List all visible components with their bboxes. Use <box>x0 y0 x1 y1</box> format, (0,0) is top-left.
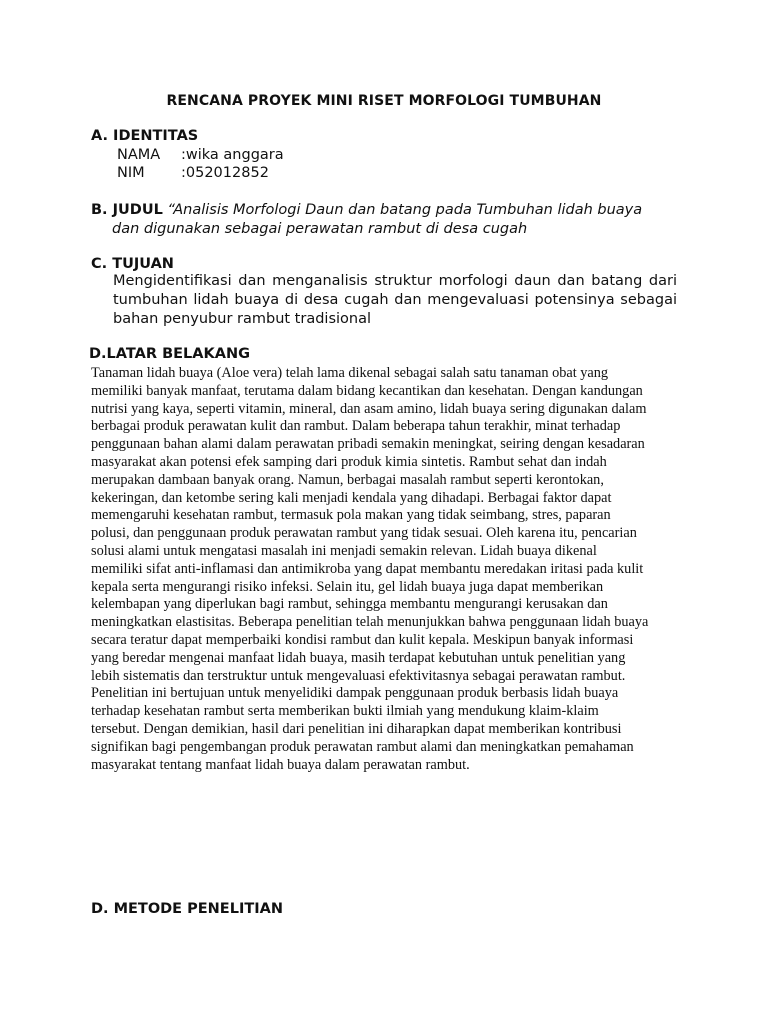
judul-label: B. JUDUL <box>91 202 163 218</box>
paragraph-line: masyarakat tentang manfaat lidah buaya dalam perawatan rambut. <box>91 756 470 773</box>
document-title: RENCANA PROYEK MINI RISET MORFOLOGI TUMBUHAN <box>166 93 602 109</box>
paragraph-line: kelembapan yang diperlukan bagi rambut, sehingga membantu mengurangi kerusakan dan <box>91 596 608 613</box>
judul-text-line2: dan digunakan sebagai perawatan rambut di desa cugah <box>112 221 528 237</box>
paragraph-line: penggunaan bahan alami dalam perawatan pribadi semakin meningkat, seiring dengan kesadaran <box>91 436 645 453</box>
paragraph-line: yang beredar mengenai manfaat lidah buaya, masih terdapat kebutuhan untuk penelitian yang <box>91 649 626 666</box>
paragraph-line: memiliki sifat anti-inflamasi dan antimikroba yang dapat membantu meredakan iritasi pada kulit <box>91 560 644 577</box>
paragraph-line: solusi alami untuk mengatasi masalah ini menjadi semakin relevan. Lidah buaya dikenal <box>91 542 597 559</box>
section-judul <box>91 201 691 239</box>
paragraph-line: polusi, dan penggunaan produk perawatan rambut yang tidak sesuai. Oleh karena itu, pencarian <box>91 525 637 542</box>
judul-text-line1: “Analisis Morfologi Daun dan batang pada Tumbuhan lidah buaya <box>162 202 643 218</box>
identity-name-row <box>117 147 284 163</box>
paragraph-line: memengaruhi kesehatan rambut, termasuk pola makan yang tidak seimbang, stres, paparan <box>91 507 611 524</box>
paragraph-line: signifikan bagi pengembangan produk perawatan rambut alami dan meningkatkan pemahaman <box>91 738 634 755</box>
paragraph-line: Tanaman lidah buaya (Aloe vera) telah lama dikenal sebagai salah satu tanaman obat yang <box>91 365 609 381</box>
section-identitas-heading: A. IDENTITAS <box>91 128 199 144</box>
paragraph-line: memiliki banyak manfaat, terutama dalam bidang kecantikan dan kesehatan. Dengan kandungan <box>91 382 643 399</box>
section-metode-heading: D. METODE PENELITIAN <box>91 901 283 917</box>
paragraph-line: merupakan dambaan banyak orang. Namun, berbagai masalah rambut seperti kerontokan, <box>91 471 604 488</box>
paragraph-line: lebih sistematis dan terstruktur untuk mengevaluasi efektivitasnya sebagai perawatan rambut. <box>91 667 626 684</box>
nim-label: NIM <box>117 165 145 181</box>
paragraph-line: secara teratur dapat memperbaiki kondisi rambut dan kulit kepala. Meskipun banyak informasi <box>91 631 634 648</box>
section-latar-belakang-heading: D.LATAR BELAKANG <box>89 346 250 362</box>
name-label: NAMA <box>117 147 161 163</box>
paragraph-line: meningkatkan elastisitas. Beberapa penelitian telah menunjukkan bahwa penggunaan lidah buaya <box>91 614 649 631</box>
paragraph-line: kekeringan, dan ketombe sering kali menjadi kendala yang dihadapi. Berbagai faktor dapat <box>91 489 612 506</box>
section-tujuan-heading: C. TUJUAN <box>91 256 174 272</box>
identity-nim-row <box>117 165 269 181</box>
paragraph-line: berbagai produk perawatan kulit dan rambut. Dalam beberapa tahun terakhir, minat terhadap <box>91 418 621 435</box>
paragraph-line: terhadap kesehatan rambut serta memberikan bukti ilmiah yang mendukung klaim-klaim <box>91 703 599 720</box>
paragraph-line: nutrisi yang kaya, seperti vitamin, mineral, dan asam amino, lidah buaya sering digunakan dalam <box>91 400 647 417</box>
name-value: :wika anggara <box>181 147 284 163</box>
paragraph-line: tersebut. Dengan demikian, hasil dari penelitian ini diharapkan dapat memberikan kontribusi <box>91 720 622 737</box>
nim-value: :052012852 <box>181 165 269 181</box>
latar-belakang-paragraph <box>91 365 677 774</box>
tujuan-paragraph: Mengidentifikasi dan menganalisis struktur morfologi daun dan batang dari tumbuhan lidah buaya di desa cugah dan mengevaluasi potensinya sebagai bahan penyubur rambut tradisional <box>113 273 677 327</box>
paragraph-line: Penelitian ini bertujuan untuk menyelidiki dampak penggunaan produk berbasis lidah buaya <box>91 685 619 702</box>
paragraph-line: masyarakat akan potensi efek samping dari produk kimia sintetis. Rambut sehat dan indah <box>91 453 607 470</box>
paragraph-line: kepala serta mengurangi risiko infeksi. Selain itu, gel lidah buaya juga dapat memberikan <box>91 578 604 595</box>
